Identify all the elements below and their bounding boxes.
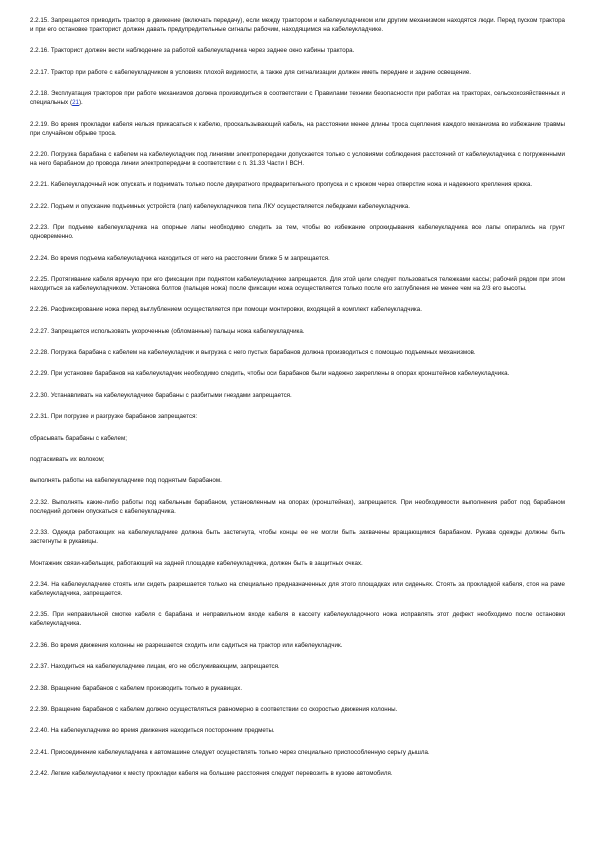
document-paragraph: 2.2.23. При подъеме кабелеукладчика на опорные лапы необходимо следить за тем, чтобы во избежание опрокидывания кабелеукладчика все лапы опирались на грунт одновременно. [30,224,565,241]
document-paragraph: 2.2.26. Расфиксирование ножа перед выглублением осуществляется при помощи монтировки, входящей в комплект кабелеукладчика. [30,306,422,314]
document-paragraph: 2.2.21. Кабелеукладочный нож опускать и поднимать только после двукратного предварительного пропуска и с крюком через отверстие ножа и надежного крепления крюка. [30,181,533,189]
document-paragraph: 2.2.20. Погрузка барабана с кабелем на кабелеукладчик под линиями электропередачи допускается только с условиями соблюдения расстояний от кабелеукладчика с погруженными на него барабаном до провода линии электропередачи в соответствии с п. 31.33 Части I ВСН. [30,150,565,167]
document-paragraph: 2.2.35. При неправильной смотке кабеля с барабана и неправильном входе кабеля в кассету кабелеукладочного ножа исправлять этот дефект необходимо после остановки кабелеукладчика. [30,611,565,628]
document-paragraph: 2.2.32. Выполнять какие-либо работы под кабельным барабаном, установленным на опорах (кронштейнах), запрещается. При необходимости выполнения работ под барабаном последний должен опускаться с кабелеукладчика. [30,498,565,515]
document-page [30,16,565,791]
document-paragraph: 2.2.37. Находиться на кабелеукладчике лицам, его не обслуживающим, запрещается. [30,663,280,671]
document-paragraph [30,89,565,107]
document-paragraph: подтаскивать их волоком; [30,456,105,464]
paragraph-text-after: ). [79,99,83,107]
document-paragraph: 2.2.16. Тракторист должен вести наблюдение за работой кабелеукладчика через заднее окно кабины трактора. [30,47,355,55]
document-paragraph: 2.2.34. На кабелеукладчике стоять или сидеть разрешается только на специально предназначенных для этого площадках или сиденьях. Стоять за прокладкой кабеля, стоя на раме кабелеукладчика, запрещается. [30,580,565,597]
document-paragraph: 2.2.29. При установке барабанов на кабелеукладчик необходимо следить, чтобы оси барабанов были надежно закреплены в опорах кронштейнов кабелеукладчика. [30,370,510,378]
reference-link[interactable]: 21 [72,99,79,107]
document-paragraph: 2.2.42. Легкие кабелеукладчики к месту прокладки кабеля на большие расстояния следует перевозить в кузове автомобиля. [30,770,393,778]
document-paragraph: 2.2.17. Трактор при работе с кабелеукладчиком в условиях плохой видимости, а также для сигнализации должен иметь передние и задние освещение. [30,68,472,76]
document-paragraph: Монтажник связи-кабельщик, работающий на задней площадке кабелеукладчика, должен быть в защитных очках. [30,559,363,567]
document-paragraph: 2.2.36. Во время движения колонны не разрешается сходить или садиться на трактор или кабелеукладчик. [30,641,343,649]
document-paragraph: 2.2.27. Запрещается использовать укороченные (обломанные) пальцы ножа кабелеукладчика. [30,327,305,335]
document-paragraph: 2.2.41. Присоединение кабелеукладчика к автомашине следует осуществлять только через специально приспособленную серьгу дышла. [30,748,430,756]
document-paragraph: 2.2.24. Во время подъема кабелеукладчика находиться от него на расстоянии ближе 5 м запрещается. [30,254,330,262]
document-paragraph: 2.2.15. Запрещается приводить трактор в движение (включать передачу), если между трактором и кабелеукладчиком или другим механизмом находятся люди. Перед пуском трактора и при его остановке тракторист должен давать предупредительные сигналы рабочим, находящимся на кабелеукладчике. [30,17,565,33]
document-paragraph: 2.2.28. Погрузка барабана с кабелем на кабелеукладчик и выгрузка с него пустых барабанов должна производиться с помощью подъемных механизмов. [30,349,476,357]
document-paragraph: 2.2.38. Вращение барабанов с кабелем производить только в рукавицах. [30,684,243,692]
document-paragraph: сбрасывать барабаны с кабелем; [30,434,127,442]
paragraph-text-before: 2.2.18. Эксплуатация тракторов при работе механизмов должна производиться в соответствии с Правилами техники безопасности при работах на тракторах, сельскохозяйственных и специальных ( [30,90,565,107]
document-paragraph: выполнять работы на кабелеукладчике под поднятым барабаном. [30,477,222,485]
document-paragraph: 2.2.19. Во время прокладки кабеля нельзя прикасаться к кабелю, проскальзывающий кабель, на расстоянии менее длины троса сцепления каждого механизма во избежание травмы при случайном обрыве троса. [30,120,565,137]
document-paragraph: 2.2.22. Подъем и опускание подъемных устройств (лап) кабелеукладчиков типа ЛКУ осуществляется лебедками кабелеукладчика. [30,202,410,210]
document-paragraph: 2.2.40. На кабелеукладчике во время движения находиться посторонним предметы. [30,727,275,735]
document-paragraph: 2.2.33. Одежда работающих на кабелеукладчике должна быть застегнута, чтобы концы ее не могли быть захвачены вращающимся барабаном. Рукава одежды должны быть застегнуты в рукавицы. [30,529,565,546]
document-paragraph: 2.2.30. Устанавливать на кабелеукладчике барабаны с разбитыми гнездами запрещается. [30,391,292,399]
document-paragraph: 2.2.31. При погрузке и разгрузке барабанов запрещается: [30,413,198,421]
document-paragraph: 2.2.25. Протягивание кабеля вручную при его фиксации при поднятом кабелеукладчике запрещается. Для этой цели следует пользоваться тележками кассы; рабочий рядом при этом находиться за кабелеукладчиком. Установка болтов (пальцев ножа) после фиксации ножа осуществляется только после его заглубления не менее чем на 2/3 его высоты. [30,275,565,292]
document-paragraph: 2.2.39. Вращение барабанов с кабелем должно осуществляться равномерно в соответствии со скоростью движения колонны. [30,705,398,713]
